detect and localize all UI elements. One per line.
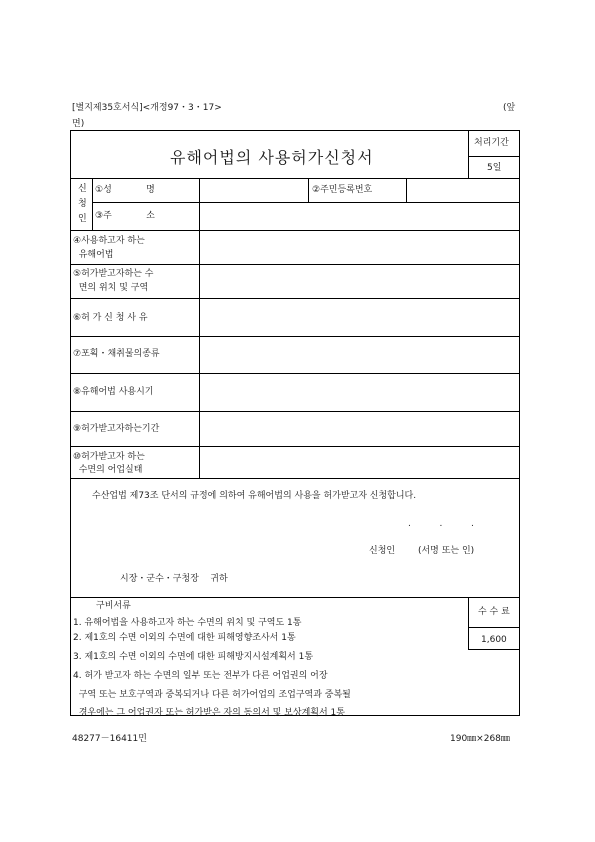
row-fishery-status-line2: 수면의 어업실태 bbox=[73, 465, 143, 475]
permit-period-field[interactable] bbox=[201, 413, 518, 444]
row-fishery-status-line1: ⑩허가받고자 하는 bbox=[73, 452, 145, 462]
row-water-location-line2: 면의 위치 및 구역 bbox=[73, 283, 149, 293]
fishing-method-field[interactable] bbox=[201, 232, 518, 262]
applicant-group-char-1: 신 bbox=[78, 184, 87, 194]
form-title: 유해어법의 사용허가신청서 bbox=[170, 148, 374, 167]
doc-item-4-cont-2: 경우에는 그 어업권자 또는 허가받은 자의 동의서 및 보상계획서 1통 bbox=[73, 708, 345, 718]
application-reason-field[interactable] bbox=[201, 300, 518, 334]
fee-value: 1,600 bbox=[481, 635, 507, 645]
processing-period-value: 5일 bbox=[487, 163, 502, 173]
usage-season-field[interactable] bbox=[201, 375, 518, 409]
row-application-reason: ⑥허 가 신 청 사 유 bbox=[73, 313, 148, 323]
name-field[interactable] bbox=[201, 180, 306, 200]
applicant-group-char-2: 청 bbox=[78, 199, 87, 209]
fee-label: 수 수 료 bbox=[478, 607, 510, 617]
doc-item-3: 3. 제1호의 수면 이외의 수면에 대한 피해방지시설계획서 1통 bbox=[73, 652, 314, 662]
catch-types-field[interactable] bbox=[201, 338, 518, 371]
docs-heading: 구비서류 bbox=[96, 601, 131, 611]
applicant-group-char-3: 인 bbox=[78, 214, 87, 224]
resident-number-label: ②주민등록번호 bbox=[312, 185, 373, 195]
form-reference: [별지제35호서식]<개정97・3・17> bbox=[72, 103, 222, 113]
addressee: 시장・군수・구청장 귀하 bbox=[120, 574, 228, 584]
doc-item-4: 4. 허가 받고자 하는 수면의 일부 또는 전부가 다른 어업권의 어장 bbox=[73, 671, 328, 681]
row-fishing-method-line2: 유해어법 bbox=[73, 250, 114, 260]
resident-number-field[interactable] bbox=[408, 180, 518, 200]
row-usage-season: ⑧유해어법 사용시기 bbox=[73, 387, 154, 397]
processing-period-label: 처리기간 bbox=[474, 138, 509, 148]
address-label: ③주 소 bbox=[95, 211, 155, 221]
application-statement: 수산업법 제73조 단서의 규정에 의하여 유해어법의 사용을 허가받고자 신청합니다. bbox=[92, 491, 417, 501]
address-field[interactable] bbox=[201, 204, 518, 228]
doc-item-2: 2. 제1호의 수면 이외의 수면에 대한 피해영향조사서 1통 bbox=[73, 633, 296, 643]
page-side-label: (앞 bbox=[503, 103, 516, 113]
name-label: ①성 명 bbox=[95, 185, 155, 195]
form-code: 48277－16411민 bbox=[72, 734, 147, 744]
row-water-location-line1: ⑤허가받고자하는 수 bbox=[73, 269, 154, 279]
row-catch-types: ⑦포획・채취물의종류 bbox=[73, 349, 160, 359]
date-line: . . . bbox=[408, 519, 474, 529]
page-side-label-cont: 면) bbox=[72, 119, 85, 129]
doc-item-1: 1. 유해어법을 사용하고자 하는 수면의 위치 및 구역도 1통 bbox=[73, 618, 302, 628]
water-location-field[interactable] bbox=[201, 266, 518, 296]
row-fishing-method-line1: ④사용하고자 하는 bbox=[73, 236, 145, 246]
paper-size: 190㎜×268㎜ bbox=[450, 734, 510, 744]
fishery-status-field[interactable] bbox=[201, 448, 518, 476]
signature-line: 신청인 (서명 또는 인) bbox=[369, 546, 475, 556]
doc-item-4-cont-1: 구역 또는 보호구역과 중복되거나 다른 허가어업의 조업구역과 중복될 bbox=[73, 690, 351, 700]
row-permit-period: ⑨허가받고자하는기간 bbox=[73, 424, 160, 434]
